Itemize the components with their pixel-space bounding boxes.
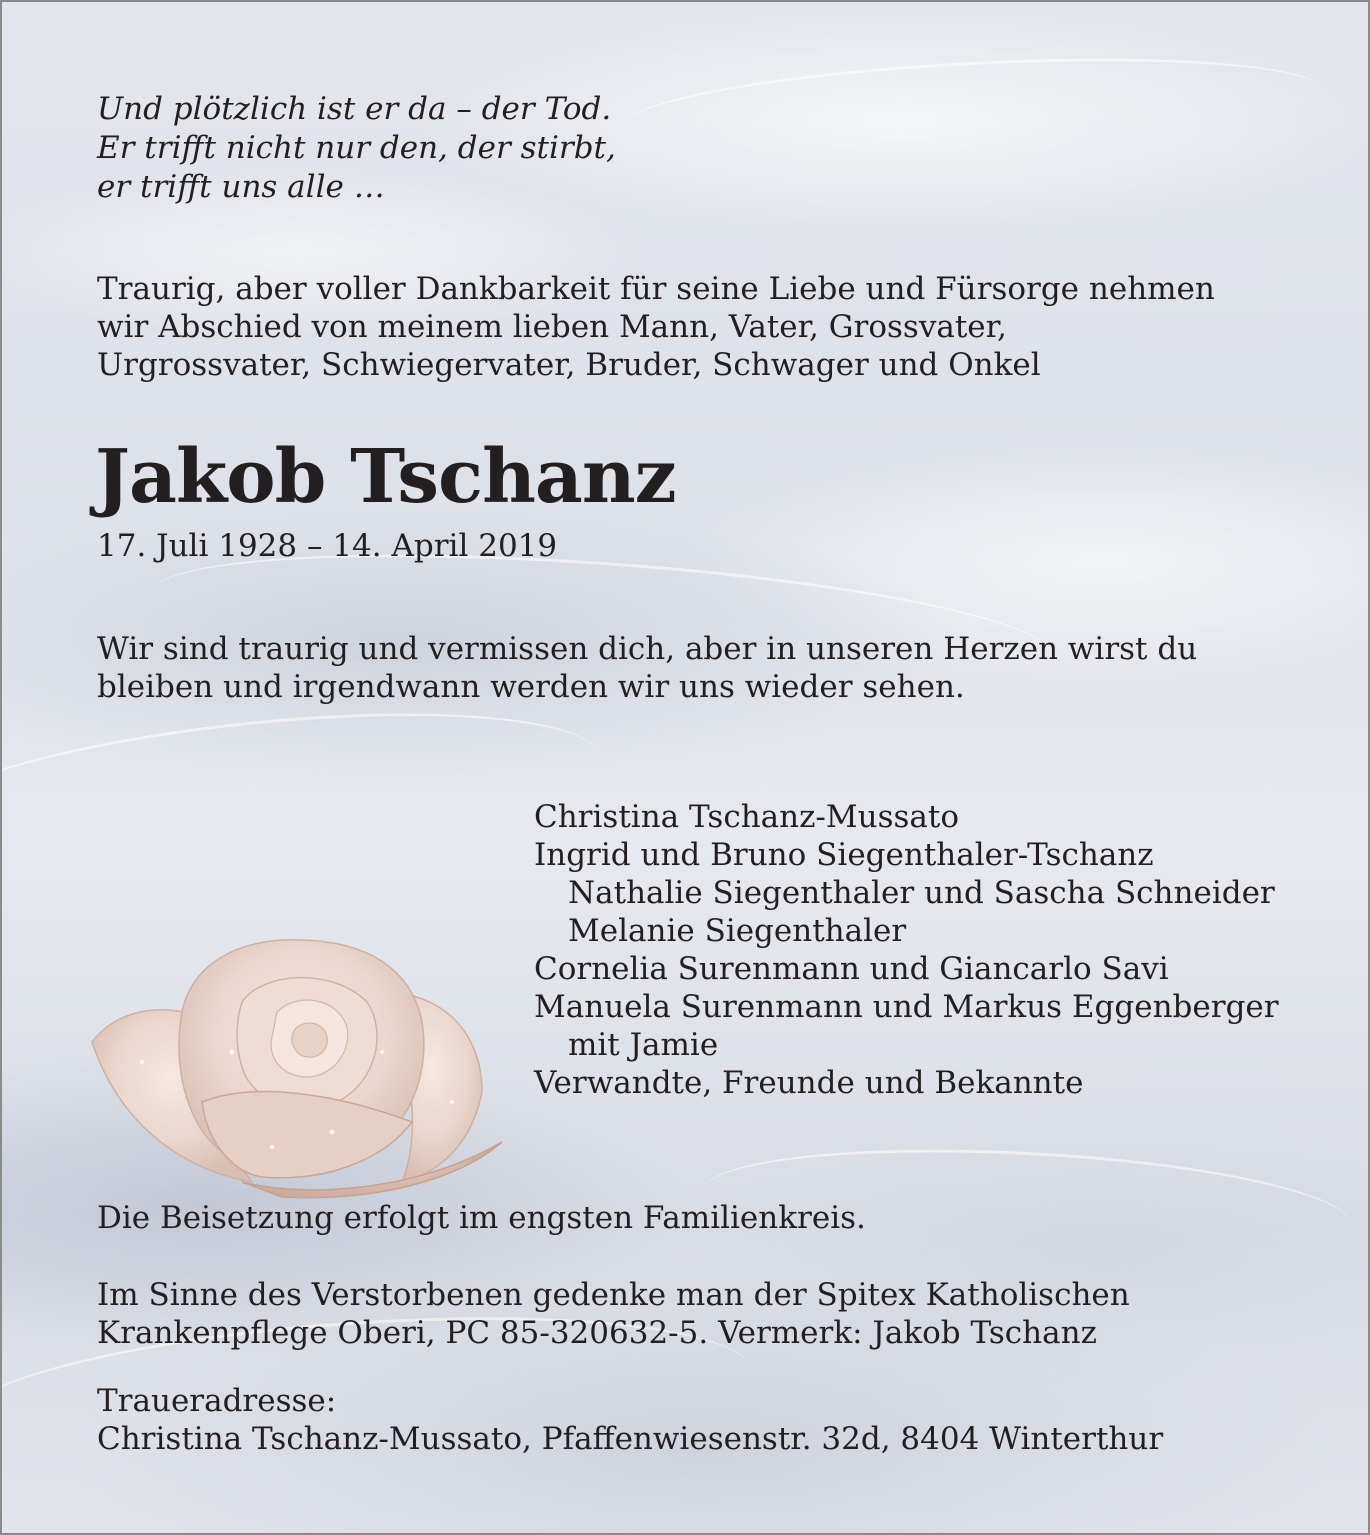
announcement-intro	[97, 270, 1215, 384]
mourner-entry: Manuela Surenmann und Markus Eggenberger	[534, 989, 1279, 1025]
mourner-entry: Christina Tschanz-Mussato	[534, 799, 960, 835]
donation-notice	[97, 1276, 1130, 1352]
donation-line: Im Sinne des Verstorbenen gedenke man der Spitex Katholischen	[97, 1277, 1130, 1313]
address-line: Christina Tschanz-Mussato, Pfaffenwiesenstr. 32d, 8404 Winterthur	[97, 1421, 1164, 1457]
intro-line: wir Abschied von meinem lieben Mann, Vater, Grossvater,	[97, 309, 1007, 345]
mourning-address	[97, 1382, 1163, 1458]
intro-line: Urgrossvater, Schwiegervater, Bruder, Schwager und Onkel	[97, 347, 1041, 383]
mourner-entry: Melanie Siegenthaler	[568, 913, 907, 949]
memorial-verse	[97, 90, 616, 207]
message-line: bleiben und irgendwann werden wir uns wieder sehen.	[97, 669, 965, 705]
mourners-list	[534, 798, 1279, 1102]
donation-line: Krankenpflege Oberi, PC 85-320632-5. Vermerk: Jakob Tschanz	[97, 1315, 1097, 1351]
verse-line: Und plötzlich ist er da – der Tod.	[97, 91, 612, 127]
water-ripple	[620, 44, 1324, 174]
life-dates: 17. Juli 1928 – 14. April 2019	[97, 528, 558, 564]
message-line: Wir sind traurig und vermissen dich, aber in unseren Herzen wirst du	[97, 631, 1198, 667]
mourner-entry: Verwandte, Freunde und Bekannte	[534, 1065, 1084, 1101]
burial-notice: Die Beisetzung erfolgt im engsten Familienkreis.	[97, 1200, 866, 1236]
intro-line: Traurig, aber voller Dankbarkeit für seine Liebe und Fürsorge nehmen	[97, 271, 1215, 307]
mourner-entry: Cornelia Surenmann und Giancarlo Savi	[534, 951, 1169, 987]
verse-line: er trifft uns alle …	[97, 169, 385, 205]
deceased-name: Jakob Tschanz	[95, 434, 676, 520]
verse-line: Er trifft nicht nur den, der stirbt,	[97, 130, 616, 166]
farewell-message	[97, 630, 1197, 706]
address-label: Traueradresse:	[97, 1383, 337, 1419]
mourner-entry: Ingrid und Bruno Siegenthaler-Tschanz	[534, 837, 1154, 873]
water-ripple	[0, 686, 608, 901]
mourner-entry: Nathalie Siegenthaler und Sascha Schneider	[568, 875, 1275, 911]
rose-image	[82, 932, 512, 1202]
mourner-entry: mit Jamie	[568, 1027, 719, 1063]
